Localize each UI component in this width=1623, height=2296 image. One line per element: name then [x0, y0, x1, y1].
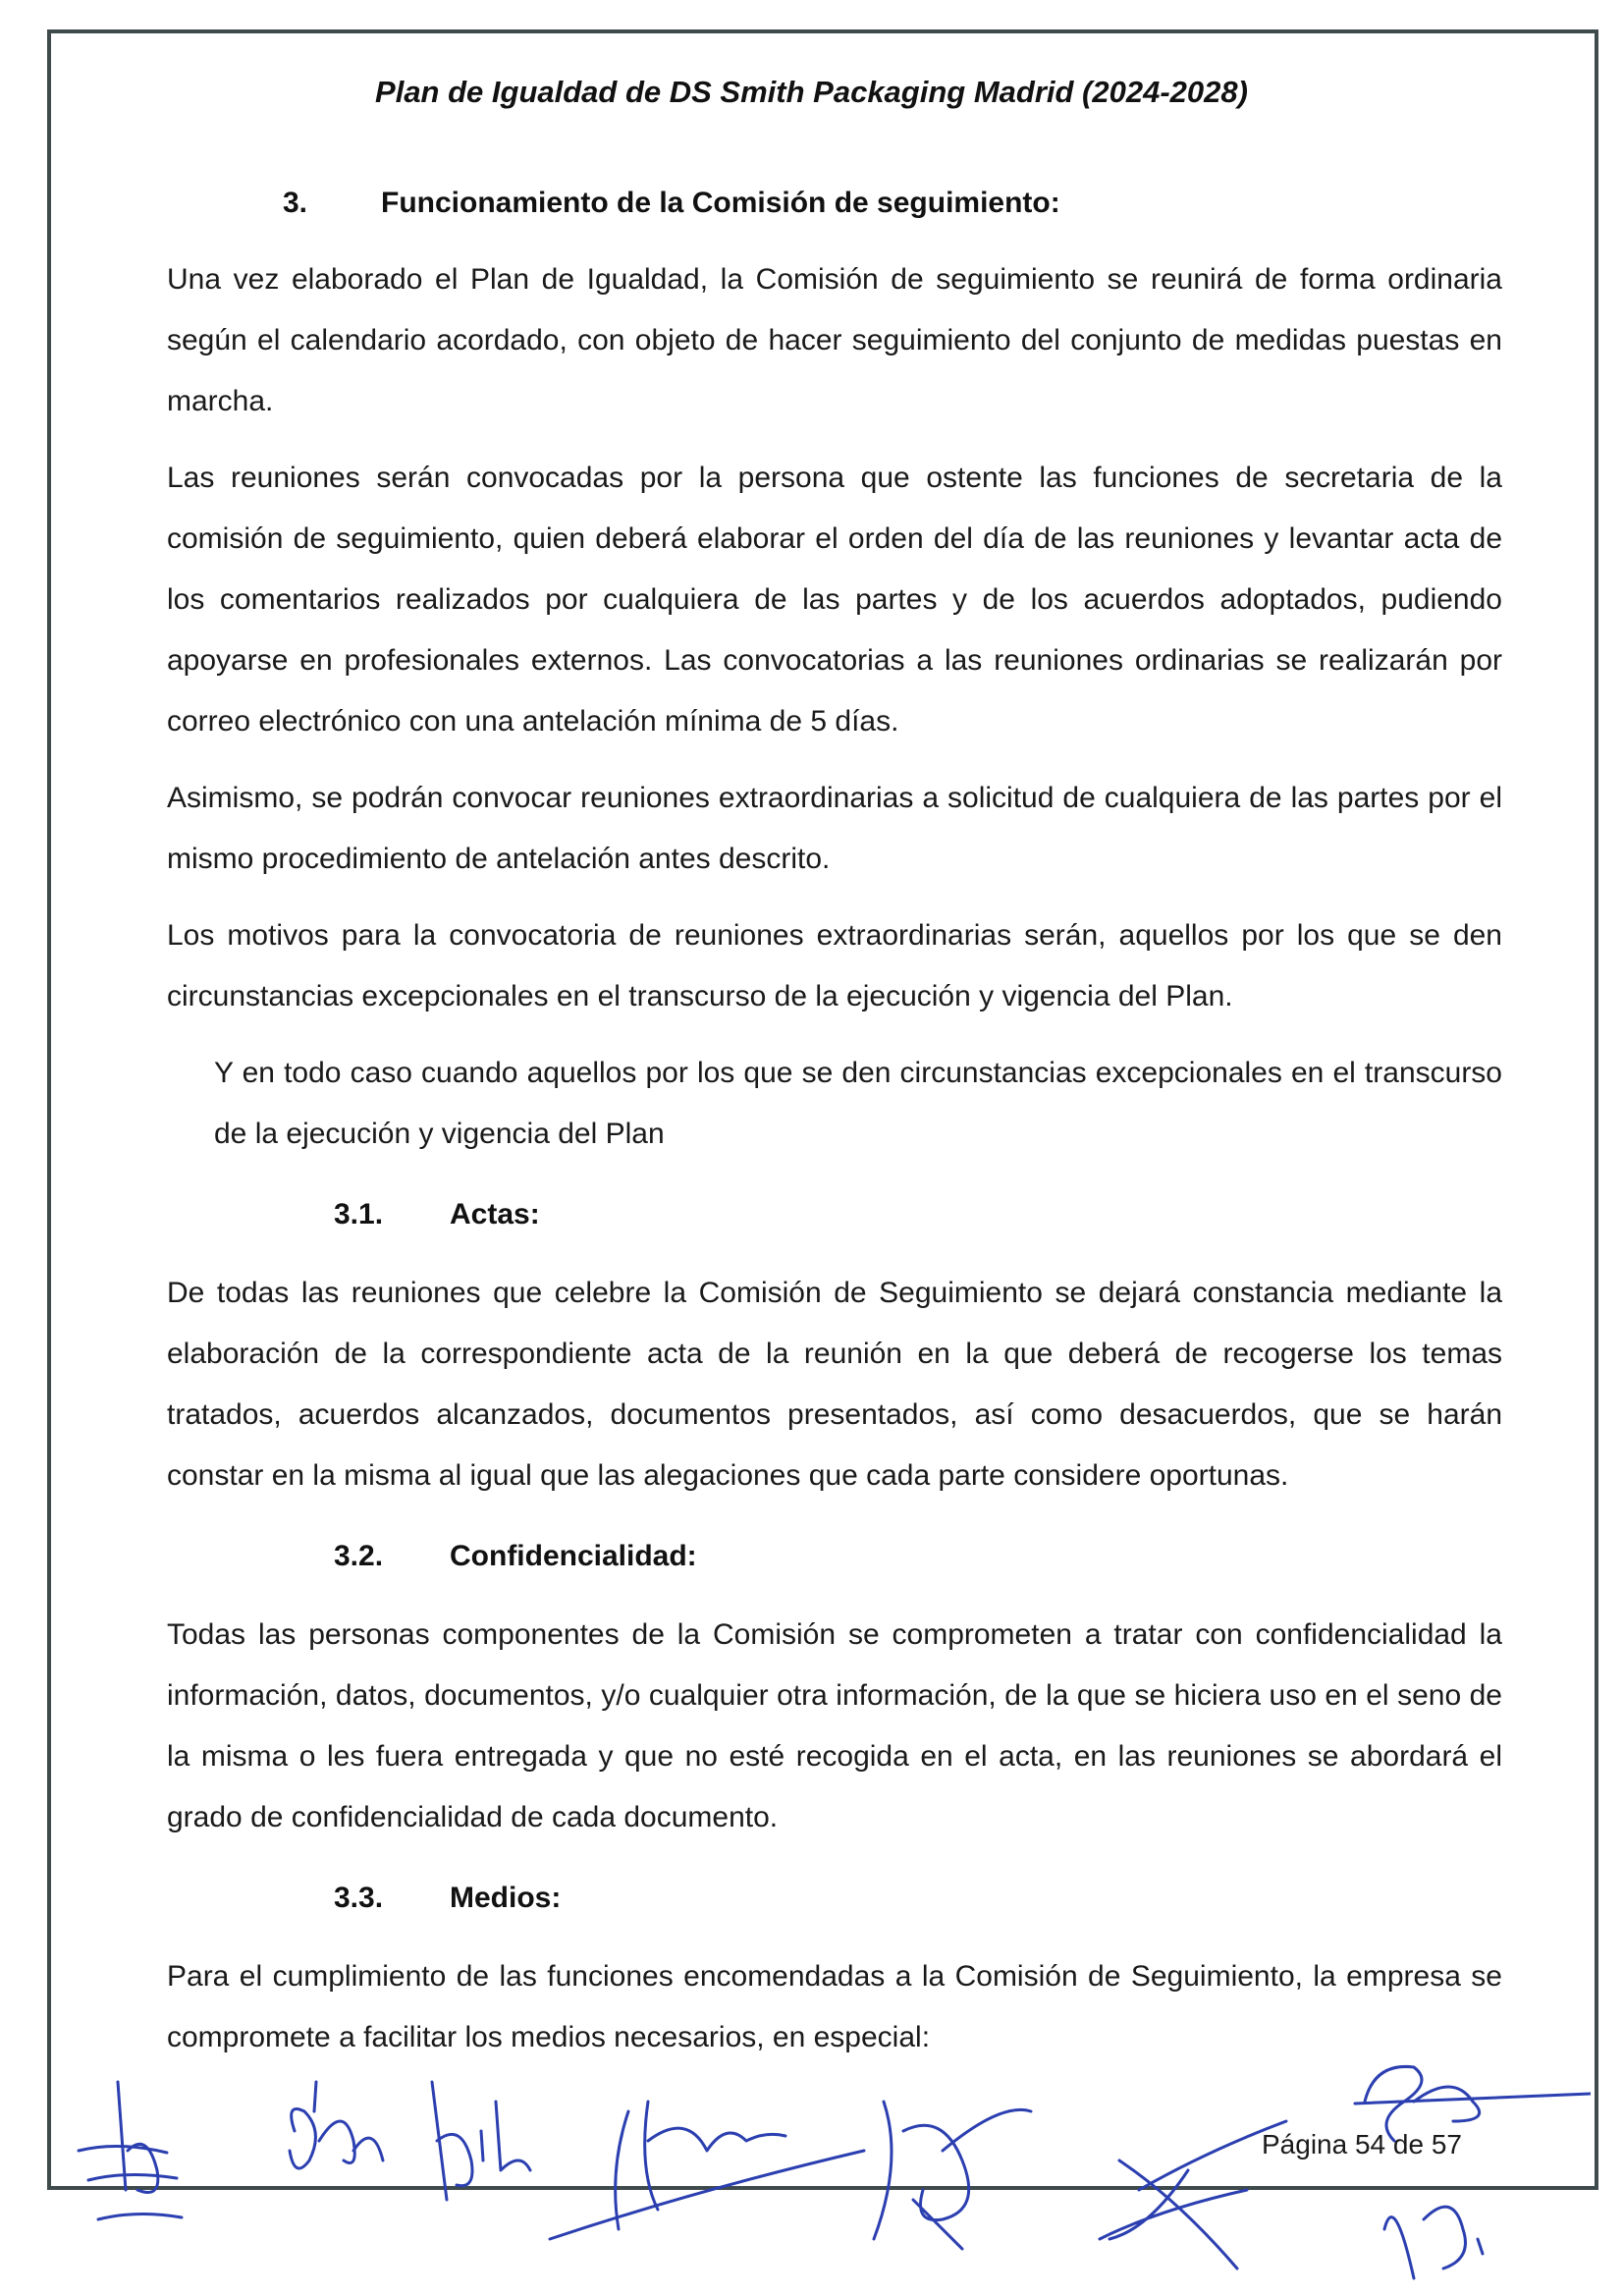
document-header-title: Plan de Igualdad de DS Smith Packaging Madrid (2024-2028)	[375, 75, 1248, 109]
page-number	[1262, 2129, 1462, 2160]
subsection-title: Actas:	[450, 1198, 540, 1230]
section-heading	[283, 187, 1502, 220]
total-pages: 57	[1431, 2129, 1462, 2159]
paragraph-indented: Y en todo caso cuando aquellos por los que se den circunstancias excepcionales en el transcurso de la ejecución y vigencia del Plan	[214, 1057, 1502, 1150]
subsection-heading-medios	[334, 1882, 1502, 1915]
paragraph: Las reuniones serán convocadas por la persona que ostente las funciones de secretaria de la comisión de seguimiento, quien deberá elaborar el orden del día de las reuniones y levantar acta de los comentarios realizados por cualquiera de las partes y de los acuerdos adoptados, pudiendo apoyarse en profesionales externos. Las convocatorias a las reuniones ordinarias se realizarán por correo electrónico con una antelación mínima de 5 días.	[167, 462, 1502, 738]
subsection-number: 3.1.	[334, 1198, 384, 1230]
subsection-heading-actas	[334, 1198, 1502, 1231]
of-label: de	[1392, 2129, 1425, 2159]
subsection-text-actas: De todas las reuniones que celebre la Comisión de Seguimiento se dejará constancia mediante la elaboración de la correspondiente acta de la reunión en la que deberá de recogerse los temas tratados, acuerdos alcanzados, documentos presentados, así como desacuerdos, que se harán constar en la misma al igual que las alegaciones que cada parte considere oportunas.	[167, 1277, 1502, 1492]
section-title: Funcionamiento de la Comisión de seguimiento:	[381, 187, 1060, 219]
page-label: Página	[1262, 2129, 1348, 2159]
paragraph: Una vez elaborado el Plan de Igualdad, la Comisión de seguimiento se reunirá de forma ordinaria según el calendario acordado, con objeto de hacer seguimiento del conjunto de medidas puestas en marcha.	[167, 263, 1502, 417]
paragraph: Los motivos para la convocatoria de reuniones extraordinarias serán, aquellos por los que se den circunstancias excepcionales en el transcurso de la ejecución y vigencia del Plan.	[167, 919, 1502, 1012]
subsection-title: Medios:	[450, 1882, 562, 1914]
section-number: 3.	[283, 187, 308, 219]
paragraph: Asimismo, se podrán convocar reuniones extraordinarias a solicitud de cualquiera de las partes por el mismo procedimiento de antelación antes descrito.	[167, 782, 1502, 875]
subsection-text-confidencialidad: Todas las personas componentes de la Comisión se comprometen a tratar con confidencialidad la información, datos, documentos, y/o cualquier otra información, de la que se hiciera uso en el seno de la misma o les fuera entregada y que no esté recogida en el acta, en las reuniones se abordará el grado de confidencialidad de cada documento.	[167, 1618, 1502, 1833]
current-page: 54	[1354, 2129, 1386, 2159]
document-body	[167, 187, 1502, 2084]
subsection-number: 3.2.	[334, 1540, 384, 1572]
subsection-title: Confidencialidad:	[450, 1540, 697, 1572]
subsection-text-medios: Para el cumplimiento de las funciones encomendadas a la Comisión de Seguimiento, la empresa se compromete a facilitar los medios necesarios, en especial:	[167, 1960, 1502, 2053]
subsection-heading-confidencialidad	[334, 1540, 1502, 1573]
subsection-number: 3.3.	[334, 1882, 384, 1914]
